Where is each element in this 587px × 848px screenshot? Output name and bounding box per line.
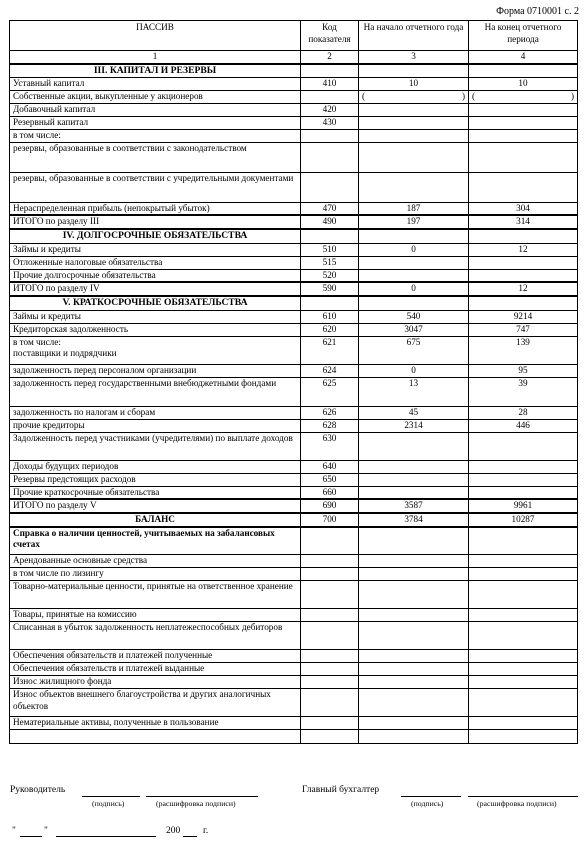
row-end-value [469, 730, 578, 744]
row-start-value [359, 64, 469, 77]
row-end-value [469, 116, 578, 129]
total-row [10, 499, 578, 513]
row-code [301, 568, 359, 581]
row-start-value [359, 527, 469, 555]
table-row [10, 460, 578, 473]
row-code [301, 650, 359, 663]
head-sign-line [82, 796, 140, 797]
table-row [10, 555, 578, 568]
accountant-decode-line [468, 796, 578, 797]
row-label: Арендованные основные средства [10, 555, 301, 568]
accountant-label: Главный бухгалтер [302, 785, 380, 795]
row-code: 630 [301, 432, 359, 460]
row-end-value [469, 609, 578, 622]
row-end-value [469, 432, 578, 460]
row-label: Износ жилищного фонда [10, 676, 301, 689]
table-row [10, 202, 578, 215]
row-start-value [359, 116, 469, 129]
table-row [10, 663, 578, 676]
row-end-value: 9961 [469, 499, 578, 513]
row-label: задолженность по налогам и сборам [10, 406, 301, 419]
row-code [301, 527, 359, 555]
table-row [10, 129, 578, 142]
row-end-value [469, 689, 578, 717]
row-start-value [359, 473, 469, 486]
accountant-decode-caption: (расшифровка подписи) [477, 799, 557, 808]
row-label: IV. ДОЛГОСРОЧНЫЕ ОБЯЗАТЕЛЬСТВА [10, 229, 301, 243]
date-year-prefix: 200 [166, 826, 181, 836]
row-start-value [359, 296, 469, 310]
row-start-value [359, 229, 469, 243]
table-row [10, 364, 578, 377]
row-end-value: 39 [469, 377, 578, 406]
table-row [10, 513, 578, 527]
row-start-value [359, 689, 469, 717]
row-start-value [359, 486, 469, 499]
row-label: Справка о наличии ценностей, учитываемых на забалансовых счетах [10, 527, 301, 555]
header-liabilities: ПАССИВ [10, 21, 301, 51]
row-label: Займы и кредиты [10, 243, 301, 256]
row-end-value [469, 296, 578, 310]
form-number: Форма 0710001 с. 2 [496, 6, 579, 17]
table-row [10, 432, 578, 460]
row-end-value [469, 256, 578, 269]
head-decode-caption: (расшифровка подписи) [156, 799, 236, 808]
row-label: Отложенные налоговые обязательства [10, 256, 301, 269]
row-label: Обеспечения обязательств и платежей выданные [10, 663, 301, 676]
row-code [301, 142, 359, 172]
row-label [10, 730, 301, 744]
row-label: Собственные акции, выкупленные у акционеров [10, 90, 301, 103]
row-label: резервы, образованные в соответствии с учредительными документами [10, 172, 301, 202]
row-end-value [469, 473, 578, 486]
row-end-value: 9214 [469, 310, 578, 323]
row-code: 610 [301, 310, 359, 323]
row-label: Товарно-материальные ценности, принятые на ответственное хранение [10, 581, 301, 609]
row-end-value [469, 229, 578, 243]
row-code: 620 [301, 323, 359, 336]
row-label: Уставный капитал [10, 77, 301, 90]
row-start-value: 3784 [359, 513, 469, 527]
row-code [301, 581, 359, 609]
row-end-value [469, 650, 578, 663]
row-code [301, 229, 359, 243]
row-label: Списанная в убыток задолженность неплатежеспособных дебиторов [10, 622, 301, 650]
table-row [10, 142, 578, 172]
row-code [301, 622, 359, 650]
row-code [301, 689, 359, 717]
row-start-value: 10 [359, 77, 469, 90]
row-code: 621 [301, 336, 359, 364]
row-code: 470 [301, 202, 359, 215]
row-start-value: 540 [359, 310, 469, 323]
row-end-value [469, 663, 578, 676]
table-body [10, 64, 578, 744]
row-label: Нераспределенная прибыль (непокрытый убыток) [10, 202, 301, 215]
table-row [10, 310, 578, 323]
liabilities-table [9, 20, 578, 744]
table-row [10, 568, 578, 581]
row-code: 626 [301, 406, 359, 419]
row-end-value [469, 581, 578, 609]
row-end-value [469, 486, 578, 499]
header-end: На конец отчетного периода [469, 21, 578, 51]
row-code [301, 129, 359, 142]
section-row [10, 296, 578, 310]
section-row [10, 64, 578, 77]
row-start-value [359, 129, 469, 142]
row-label: Обеспечения обязательств и платежей полученные [10, 650, 301, 663]
table-row [10, 269, 578, 282]
row-start-value: 45 [359, 406, 469, 419]
row-label: V. КРАТКОСРОЧНЫЕ ОБЯЗАТЕЛЬСТВА [10, 296, 301, 310]
row-end-value [469, 568, 578, 581]
table-row [10, 419, 578, 432]
row-label: Резервы предстоящих расходов [10, 473, 301, 486]
col-number-4: 4 [469, 51, 578, 65]
table-row [10, 527, 578, 555]
row-start-value [359, 269, 469, 282]
date-year-suffix: г. [203, 826, 209, 836]
row-end-value: 139 [469, 336, 578, 364]
table-row [10, 622, 578, 650]
row-end-value [469, 142, 578, 172]
row-end-value [469, 460, 578, 473]
row-start-value [359, 609, 469, 622]
accountant-sign-line [401, 796, 461, 797]
head-label: Руководитель [10, 785, 66, 795]
row-code [301, 663, 359, 676]
bracket-cell: ( ) [362, 90, 465, 101]
row-start-value: 675 [359, 336, 469, 364]
table-row [10, 650, 578, 663]
row-label: задолженность перед персоналом организации [10, 364, 301, 377]
row-end-value: 747 [469, 323, 578, 336]
row-label: задолженность перед государственными внебюджетными фондами [10, 377, 301, 406]
col-number-3: 3 [359, 51, 469, 65]
row-start-value: 13 [359, 377, 469, 406]
row-label: Задолженность перед участниками (учредителями) по выплате доходов [10, 432, 301, 460]
row-code: 515 [301, 256, 359, 269]
section-row [10, 229, 578, 243]
row-label: ИТОГО по разделу III [10, 215, 301, 229]
row-code: 628 [301, 419, 359, 432]
row-end-value [469, 269, 578, 282]
row-label: III. КАПИТАЛ И РЕЗЕРВЫ [10, 64, 301, 77]
row-code [301, 730, 359, 744]
row-start-value [359, 568, 469, 581]
row-label: Товары, принятые на комиссию [10, 609, 301, 622]
date-month-line [56, 836, 156, 837]
row-code: 590 [301, 282, 359, 296]
row-code [301, 64, 359, 77]
row-start-value [359, 172, 469, 202]
date-open-quote: " [12, 826, 16, 836]
row-end-value: 314 [469, 215, 578, 229]
date-day-line [20, 836, 42, 837]
row-start-value [359, 717, 469, 730]
table-row [10, 377, 578, 406]
row-start-value [359, 90, 469, 103]
table-row [10, 103, 578, 116]
row-code [301, 609, 359, 622]
row-end-value [469, 717, 578, 730]
table-row [10, 77, 578, 90]
table-row [10, 323, 578, 336]
row-label: Добавочный капитал [10, 103, 301, 116]
row-end-value: 304 [469, 202, 578, 215]
row-code [301, 90, 359, 103]
accountant-sign-caption: (подпись) [411, 799, 444, 808]
row-label: Прочие краткосрочные обязательства [10, 486, 301, 499]
row-start-value [359, 650, 469, 663]
table-row [10, 243, 578, 256]
table-row [10, 486, 578, 499]
row-end-value [469, 622, 578, 650]
row-code: 420 [301, 103, 359, 116]
row-code: 490 [301, 215, 359, 229]
row-code [301, 717, 359, 730]
row-end-value [469, 64, 578, 77]
row-code [301, 296, 359, 310]
table-row [10, 581, 578, 609]
row-end-value [469, 172, 578, 202]
row-start-value [359, 663, 469, 676]
row-start-value [359, 676, 469, 689]
table-row [10, 90, 578, 103]
row-start-value [359, 581, 469, 609]
row-start-value [359, 460, 469, 473]
row-end-value: 28 [469, 406, 578, 419]
row-end-value [469, 555, 578, 568]
table-header-row [10, 21, 578, 51]
table-row [10, 172, 578, 202]
row-code [301, 172, 359, 202]
row-end-value [469, 129, 578, 142]
row-end-value: 12 [469, 282, 578, 296]
row-label: в том числе: [10, 129, 301, 142]
row-start-value: 3587 [359, 499, 469, 513]
col-number-2: 2 [301, 51, 359, 65]
row-code [301, 555, 359, 568]
row-label: прочие кредиторы [10, 419, 301, 432]
row-label: ИТОГО по разделу IV [10, 282, 301, 296]
header-start: На начало отчетного года [359, 21, 469, 51]
row-code: 690 [301, 499, 359, 513]
row-start-value [359, 103, 469, 116]
table-row [10, 116, 578, 129]
row-end-value: 10287 [469, 513, 578, 527]
row-start-value: 3047 [359, 323, 469, 336]
row-start-value: 0 [359, 364, 469, 377]
row-label: Нематериальные активы, полученные в пользование [10, 717, 301, 730]
header-code: Код показателя [301, 21, 359, 51]
row-start-value: 0 [359, 282, 469, 296]
row-start-value [359, 256, 469, 269]
row-code: 410 [301, 77, 359, 90]
date-close-quote: " [44, 826, 48, 836]
table-row [10, 256, 578, 269]
table-row [10, 473, 578, 486]
row-end-value: 95 [469, 364, 578, 377]
table-row [10, 336, 578, 364]
row-label: в том числе по лизингу [10, 568, 301, 581]
table-row [10, 730, 578, 744]
row-start-value: 0 [359, 243, 469, 256]
row-label: в том числе: поставщики и подрядчики [10, 336, 301, 364]
row-label: Доходы будущих периодов [10, 460, 301, 473]
table-row [10, 406, 578, 419]
table-row [10, 609, 578, 622]
row-code: 625 [301, 377, 359, 406]
row-label: Износ объектов внешнего благоустройства и других аналогичных объектов [10, 689, 301, 717]
row-end-value [469, 103, 578, 116]
bracket-cell: ( ) [472, 90, 574, 101]
table-row [10, 717, 578, 730]
row-start-value [359, 622, 469, 650]
row-start-value: 197 [359, 215, 469, 229]
row-code: 650 [301, 473, 359, 486]
row-end-value [469, 676, 578, 689]
table-row [10, 676, 578, 689]
row-start-value [359, 730, 469, 744]
row-start-value: 187 [359, 202, 469, 215]
head-sign-caption: (подпись) [92, 799, 125, 808]
row-end-value [469, 90, 578, 103]
table-row [10, 689, 578, 717]
column-number-row [10, 51, 578, 65]
row-code: 624 [301, 364, 359, 377]
row-label: резервы, образованные в соответствии с законодательством [10, 142, 301, 172]
row-code: 510 [301, 243, 359, 256]
row-code: 640 [301, 460, 359, 473]
row-label: ИТОГО по разделу V [10, 499, 301, 513]
total-row [10, 215, 578, 229]
date-year-line [183, 836, 197, 837]
row-end-value [469, 527, 578, 555]
row-label: Резервный капитал [10, 116, 301, 129]
row-code: 700 [301, 513, 359, 527]
row-label: Прочие долгосрочные обязательства [10, 269, 301, 282]
row-label: Кредиторская задолженность [10, 323, 301, 336]
head-decode-line [146, 796, 258, 797]
row-end-value: 12 [469, 243, 578, 256]
row-start-value [359, 432, 469, 460]
row-start-value [359, 142, 469, 172]
row-label: БАЛАНС [10, 513, 301, 527]
row-end-value: 10 [469, 77, 578, 90]
row-code: 430 [301, 116, 359, 129]
total-row [10, 282, 578, 296]
row-code: 520 [301, 269, 359, 282]
row-start-value [359, 555, 469, 568]
row-label: Займы и кредиты [10, 310, 301, 323]
row-code: 660 [301, 486, 359, 499]
row-end-value: 446 [469, 419, 578, 432]
col-number-1: 1 [10, 51, 301, 65]
row-code [301, 676, 359, 689]
row-start-value: 2314 [359, 419, 469, 432]
